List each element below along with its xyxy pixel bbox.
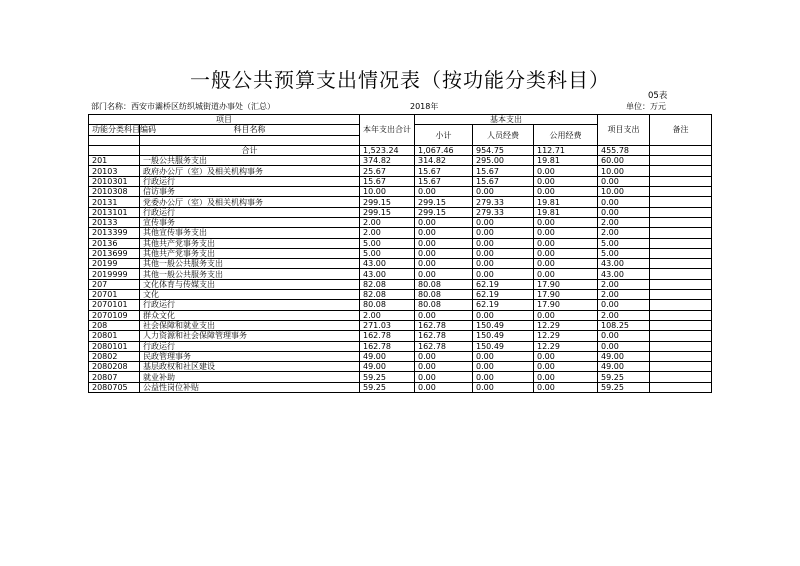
row-year-total: 162.78	[360, 331, 415, 341]
row-public-use: 0.00	[534, 259, 598, 269]
total-row	[89, 145, 712, 155]
row-code: 2013399	[89, 228, 140, 238]
row-year-total: 43.00	[360, 259, 415, 269]
header-year-total: 本年支出合计	[360, 115, 415, 146]
row-year-total: 25.67	[360, 166, 415, 176]
row-project-expense: 59.25	[598, 382, 650, 392]
row-year-total: 162.78	[360, 341, 415, 351]
row-name: 行政运行	[140, 341, 360, 351]
header-project: 项目	[89, 115, 360, 125]
row-name: 人力资源和社会保障管理事务	[140, 331, 360, 341]
row-year-total: 10.00	[360, 187, 415, 197]
row-remarks	[650, 238, 712, 248]
row-name: 文化体育与传媒支出	[140, 279, 360, 289]
row-project-expense: 59.25	[598, 372, 650, 382]
row-remarks	[650, 207, 712, 217]
row-name: 其他共产党事务支出	[140, 248, 360, 258]
row-public-use: 0.00	[534, 372, 598, 382]
row-remarks	[650, 372, 712, 382]
row-public-use: 0.00	[534, 217, 598, 227]
header-code: 功能分类科目编码	[89, 125, 140, 135]
table-row	[89, 372, 712, 382]
table-row	[89, 362, 712, 372]
row-public-use: 0.00	[534, 362, 598, 372]
table-row	[89, 238, 712, 248]
row-project-expense: 0.00	[598, 197, 650, 207]
row-year-total: 59.25	[360, 382, 415, 392]
header-basic-expense: 基本支出	[415, 115, 598, 125]
row-year-total: 82.08	[360, 290, 415, 300]
header-name: 科目名称	[140, 125, 360, 135]
row-public-use: 0.00	[534, 238, 598, 248]
department-label: 部门名称：西安市灞桥区纺织城街道办事处（汇总）	[91, 102, 275, 111]
row-year-total: 82.08	[360, 279, 415, 289]
row-project-expense: 49.00	[598, 362, 650, 372]
row-subtotal: 0.00	[415, 372, 473, 382]
row-code: 20807	[89, 372, 140, 382]
row-subtotal: 0.00	[415, 238, 473, 248]
table-row	[89, 259, 712, 269]
row-project-expense: 43.00	[598, 269, 650, 279]
row-personnel: 0.00	[473, 269, 534, 279]
row-project-expense: 2.00	[598, 310, 650, 320]
table-row	[89, 228, 712, 238]
row-public-use: 0.00	[534, 269, 598, 279]
unit-label: 单位：万元	[626, 102, 666, 111]
row-public-use: 0.00	[534, 382, 598, 392]
row-subtotal: 15.67	[415, 176, 473, 186]
row-code: 2019999	[89, 269, 140, 279]
row-remarks	[650, 310, 712, 320]
table-row	[89, 279, 712, 289]
row-remarks	[650, 156, 712, 166]
row-subtotal: 299.15	[415, 197, 473, 207]
row-subtotal: 0.00	[415, 259, 473, 269]
row-subtotal: 0.00	[415, 228, 473, 238]
row-public-use: 12.29	[534, 331, 598, 341]
row-name: 其他一般公共服务支出	[140, 259, 360, 269]
table-row	[89, 382, 712, 392]
row-personnel: 15.67	[473, 166, 534, 176]
row-code: 201	[89, 156, 140, 166]
row-remarks	[650, 300, 712, 310]
table-row	[89, 166, 712, 176]
row-project-expense: 2.00	[598, 279, 650, 289]
table-row	[89, 197, 712, 207]
row-subtotal: 162.78	[415, 341, 473, 351]
row-subtotal: 80.08	[415, 290, 473, 300]
row-subtotal: 162.78	[415, 320, 473, 330]
row-personnel: 62.19	[473, 300, 534, 310]
row-code: 2080101	[89, 341, 140, 351]
row-code: 208	[89, 320, 140, 330]
row-year-total: 80.08	[360, 300, 415, 310]
row-remarks	[650, 351, 712, 361]
table-row	[89, 300, 712, 310]
row-name: 其他宣传事务支出	[140, 228, 360, 238]
row-subtotal: 15.67	[415, 166, 473, 176]
row-code: 20199	[89, 259, 140, 269]
row-remarks	[650, 341, 712, 351]
row-project-expense: 2.00	[598, 228, 650, 238]
form-number: 05表	[648, 91, 668, 101]
row-name: 政府办公厅（室）及相关机构事务	[140, 166, 360, 176]
row-personnel: 150.49	[473, 331, 534, 341]
row-project-expense: 5.00	[598, 238, 650, 248]
row-code: 207	[89, 279, 140, 289]
row-year-total: 5.00	[360, 248, 415, 258]
row-code: 2010301	[89, 176, 140, 186]
row-year-total: 15.67	[360, 176, 415, 186]
row-project-expense: 0.00	[598, 176, 650, 186]
row-code: 20801	[89, 331, 140, 341]
row-remarks	[650, 382, 712, 392]
row-code: 20701	[89, 290, 140, 300]
row-name: 一般公共服务支出	[140, 156, 360, 166]
row-public-use: 0.00	[534, 176, 598, 186]
header-project-expense: 项目支出	[598, 115, 650, 146]
row-personnel: 295.00	[473, 156, 534, 166]
row-name: 就业补助	[140, 372, 360, 382]
row-name: 党委办公厅（室）及相关机构事务	[140, 197, 360, 207]
table-row	[89, 351, 712, 361]
row-subtotal: 299.15	[415, 207, 473, 217]
row-project-expense: 0.00	[598, 341, 650, 351]
table-row	[89, 269, 712, 279]
row-personnel: 0.00	[473, 259, 534, 269]
row-public-use: 0.00	[534, 310, 598, 320]
table-row	[89, 207, 712, 217]
row-name: 行政运行	[140, 300, 360, 310]
row-remarks	[650, 187, 712, 197]
row-name: 民政管理事务	[140, 351, 360, 361]
row-personnel: 15.67	[473, 176, 534, 186]
row-personnel: 0.00	[473, 382, 534, 392]
row-remarks	[650, 320, 712, 330]
row-public-use: 0.00	[534, 228, 598, 238]
row-project-expense: 0.00	[598, 207, 650, 217]
row-subtotal: 162.78	[415, 331, 473, 341]
table-row	[89, 217, 712, 227]
header-personnel: 人员经费	[473, 125, 534, 146]
row-year-total: 299.15	[360, 207, 415, 217]
row-subtotal: 0.00	[415, 310, 473, 320]
row-personnel: 0.00	[473, 187, 534, 197]
row-remarks	[650, 279, 712, 289]
row-subtotal: 0.00	[415, 187, 473, 197]
row-code: 2013699	[89, 248, 140, 258]
row-remarks	[650, 197, 712, 207]
header-spacer-cell	[140, 135, 360, 145]
total-code-cell	[89, 145, 140, 155]
row-project-expense: 49.00	[598, 351, 650, 361]
row-remarks	[650, 166, 712, 176]
row-remarks	[650, 217, 712, 227]
row-year-total: 59.25	[360, 372, 415, 382]
row-remarks	[650, 269, 712, 279]
row-public-use: 19.81	[534, 156, 598, 166]
row-remarks	[650, 290, 712, 300]
row-personnel: 279.33	[473, 207, 534, 217]
row-project-expense: 0.00	[598, 331, 650, 341]
row-personnel: 62.19	[473, 290, 534, 300]
row-personnel: 0.00	[473, 217, 534, 227]
row-name: 群众文化	[140, 310, 360, 320]
row-public-use: 19.81	[534, 197, 598, 207]
header-row-project	[89, 115, 712, 125]
row-personnel: 0.00	[473, 372, 534, 382]
row-year-total: 2.00	[360, 228, 415, 238]
row-year-total: 49.00	[360, 351, 415, 361]
row-personnel: 150.49	[473, 341, 534, 351]
row-subtotal: 0.00	[415, 351, 473, 361]
row-code: 20133	[89, 217, 140, 227]
row-code: 2013101	[89, 207, 140, 217]
row-personnel: 0.00	[473, 310, 534, 320]
table-row	[89, 187, 712, 197]
row-code: 2070109	[89, 310, 140, 320]
row-year-total: 5.00	[360, 238, 415, 248]
row-subtotal: 80.08	[415, 279, 473, 289]
row-code: 2070101	[89, 300, 140, 310]
row-code: 2080705	[89, 382, 140, 392]
row-name: 行政运行	[140, 207, 360, 217]
row-public-use: 17.90	[534, 279, 598, 289]
row-year-total: 43.00	[360, 269, 415, 279]
row-code: 20802	[89, 351, 140, 361]
row-year-total: 49.00	[360, 362, 415, 372]
total-label: 合计	[140, 145, 360, 155]
page-title: 一般公共预算支出情况表（按功能分类科目）	[190, 68, 610, 92]
total-project-expense: 455.78	[598, 145, 650, 155]
row-subtotal: 0.00	[415, 248, 473, 258]
row-code: 20103	[89, 166, 140, 176]
row-project-expense: 2.00	[598, 290, 650, 300]
row-personnel: 0.00	[473, 351, 534, 361]
row-project-expense: 2.00	[598, 217, 650, 227]
row-code: 2010308	[89, 187, 140, 197]
header-public-use: 公用经费	[534, 125, 598, 146]
table-row	[89, 248, 712, 258]
row-subtotal: 314.82	[415, 156, 473, 166]
row-subtotal: 0.00	[415, 382, 473, 392]
year-label: 2018年	[410, 102, 439, 111]
row-name: 社会保障和就业支出	[140, 320, 360, 330]
total-subtotal: 1,067.46	[415, 145, 473, 155]
budget-table-body	[89, 145, 712, 392]
budget-table	[88, 114, 712, 393]
row-year-total: 299.15	[360, 197, 415, 207]
row-project-expense: 108.25	[598, 320, 650, 330]
table-row	[89, 290, 712, 300]
table-row	[89, 341, 712, 351]
header-remarks: 备注	[650, 115, 712, 146]
row-subtotal: 0.00	[415, 217, 473, 227]
row-project-expense: 10.00	[598, 166, 650, 176]
header-subtotal: 小计	[415, 125, 473, 146]
row-name: 基层政权和社区建设	[140, 362, 360, 372]
table-row	[89, 331, 712, 341]
row-remarks	[650, 259, 712, 269]
row-code: 2080208	[89, 362, 140, 372]
row-public-use: 17.90	[534, 300, 598, 310]
header-spacer-cell	[89, 135, 140, 145]
row-remarks	[650, 331, 712, 341]
row-project-expense: 0.00	[598, 300, 650, 310]
table-row	[89, 320, 712, 330]
row-public-use: 17.90	[534, 290, 598, 300]
row-year-total: 271.03	[360, 320, 415, 330]
row-personnel: 150.49	[473, 320, 534, 330]
row-remarks	[650, 248, 712, 258]
table-row	[89, 176, 712, 186]
row-name: 信访事务	[140, 187, 360, 197]
row-code: 20136	[89, 238, 140, 248]
row-remarks	[650, 362, 712, 372]
row-subtotal: 0.00	[415, 269, 473, 279]
row-public-use: 0.00	[534, 248, 598, 258]
row-code: 20131	[89, 197, 140, 207]
row-name: 其他一般公共服务支出	[140, 269, 360, 279]
row-public-use: 12.29	[534, 320, 598, 330]
row-name: 行政运行	[140, 176, 360, 186]
row-subtotal: 0.00	[415, 362, 473, 372]
row-year-total: 374.82	[360, 156, 415, 166]
row-personnel: 0.00	[473, 238, 534, 248]
row-public-use: 12.29	[534, 341, 598, 351]
table-row	[89, 156, 712, 166]
row-project-expense: 60.00	[598, 156, 650, 166]
table-row	[89, 310, 712, 320]
row-project-expense: 5.00	[598, 248, 650, 258]
row-personnel: 279.33	[473, 197, 534, 207]
row-remarks	[650, 228, 712, 238]
row-public-use: 0.00	[534, 166, 598, 176]
row-project-expense: 10.00	[598, 187, 650, 197]
row-personnel: 0.00	[473, 228, 534, 238]
row-year-total: 2.00	[360, 217, 415, 227]
row-remarks	[650, 176, 712, 186]
row-year-total: 2.00	[360, 310, 415, 320]
row-public-use: 0.00	[534, 187, 598, 197]
row-name: 文化	[140, 290, 360, 300]
total-remarks	[650, 145, 712, 155]
row-public-use: 19.81	[534, 207, 598, 217]
row-name: 公益性岗位补贴	[140, 382, 360, 392]
row-personnel: 62.19	[473, 279, 534, 289]
row-public-use: 0.00	[534, 351, 598, 361]
row-subtotal: 80.08	[415, 300, 473, 310]
total-personnel: 954.75	[473, 145, 534, 155]
row-name: 其他共产党事务支出	[140, 238, 360, 248]
row-personnel: 0.00	[473, 362, 534, 372]
total-year-total: 1,523.24	[360, 145, 415, 155]
row-name: 宣传事务	[140, 217, 360, 227]
row-personnel: 0.00	[473, 248, 534, 258]
total-public-use: 112.71	[534, 145, 598, 155]
row-project-expense: 43.00	[598, 259, 650, 269]
